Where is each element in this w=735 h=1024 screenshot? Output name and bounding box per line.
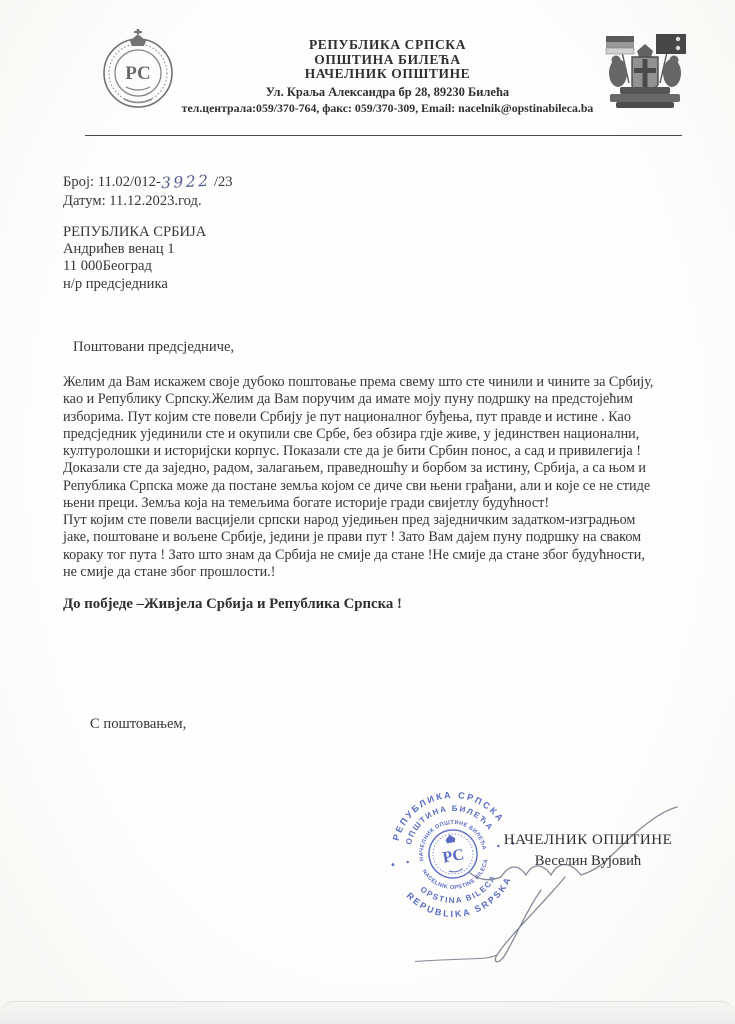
stamp-ring2-bottom: OPSTINA BILECA [418,872,499,906]
body-line: Република Српска може да постане земља којом се диче сви њени грађани, али и које се не стиде [63,477,651,494]
stamp-ring2-top: ОПШТИНА БИЛЕЋА [404,803,496,846]
stamp-ring3-top: НАЧЕЛНИК ОПШТИНЕ БИЛЕЋА [418,819,487,862]
body-line: Доказали сте да заједно, радом, залагањем, праведношћу и борбом за истину, Србија, а са њом и [63,460,646,477]
reference-number-suffix: /23 [210,174,233,190]
recipient-city: 11 000Београд [63,258,152,275]
date-line: Датум: 11.12.2023.год. [63,192,202,209]
body-line: Желим да Вам искажем своје дубоко поштовање према свему што сте чинили и чините за Србију, [63,374,654,390]
slogan-line: До побједе –Живјела Србија и Република Српска ! [63,596,402,612]
body-line: изборима. Пут којим сте повели Србију је пут националног буђења, пут правде и истине . Као [63,408,631,425]
seal-crown-icon [130,29,146,46]
letterhead-contact: тел.централа:059/370-764, факс: 059/370-309, Email: nacelnik@opstinabileca.ba [181,101,594,115]
stamp-ring1-bottom: REPUBLIKA SRPSKA [404,874,514,920]
body-line: Пут којим сте повели васцијели српски народ уједињен пред заједничким задатком-изградњом [63,512,636,528]
letterhead-republic: РЕПУБЛИКА СРПСКА [308,37,467,52]
reference-block [63,172,233,210]
letterhead-municipality: ОПШТИНА БИЛЕЋА [314,51,461,67]
recipient-country: РЕПУБЛИКА СРБИЈА [63,224,207,240]
handwritten-signature [415,785,695,970]
signatory-title: НАЧЕЛНИК ОПШТИНЕ [503,832,673,848]
letterhead-office: НАЧЕЛНИК ОПШТИНЕ [304,66,471,81]
body-line: кораку тог пута ! Зато што знам да Србија не смије да стане !Не смије да стане због будућности, [63,546,645,563]
stamp-monogram: РС [441,846,466,867]
body-line: не смије да стане због прошлости.! [63,563,276,580]
header-divider [85,135,682,136]
bileca-coat-of-arms-icon [596,29,694,119]
closing-line: С поштовањем, [90,716,187,732]
recipient-street: Андрићев венац 1 [63,241,175,258]
body-line: као и Републику Српску.Желим да Вам поручим да имате моју пуну подршку на предстојећим [63,391,633,408]
stamp-ring1-top: РЕПУБЛИКА СРПСКА [390,789,507,842]
body-line: предсједник ујединили сте и окупили све Србе, без обзира гдје живе, у јединствен национални, [63,425,640,442]
salutation: Поштовани предсједниче, [73,339,235,355]
reference-number-handwritten: 3922 [160,171,211,193]
reference-number-prefix: Број: 11.02/012- [63,174,161,190]
recipient-attention: н/р предсједника [63,275,168,292]
letterhead-address: Ул. Краља Александра бр 28, 89230 Билећа [265,84,510,99]
body-line: јаке, поштоване и вољене Србије, једини је прави пут ! Зато Вам дајем пуну подршку на сваком [63,529,642,546]
signatory-name: Веселин Вујовић [534,853,642,869]
reference-number-line [63,172,233,192]
recipient-block [63,224,206,293]
stamp-ring3-bottom: NACELNIK OPSTINE BILECA [420,858,490,892]
body-line: њени преци. Земља која на темељима богате историје гради свијетлу будућност! [63,494,550,511]
seal-monogram: РС [125,63,151,84]
letter-body [63,374,711,581]
republika-srpska-seal-icon [94,27,182,111]
arms-crown-icon [637,44,653,57]
body-line: културолошки и историјски корпус. Показали сте да је бити Србин понос, а сад и привилегија ! [63,443,641,459]
arms-base-icon [610,87,680,108]
letterhead [180,38,595,116]
